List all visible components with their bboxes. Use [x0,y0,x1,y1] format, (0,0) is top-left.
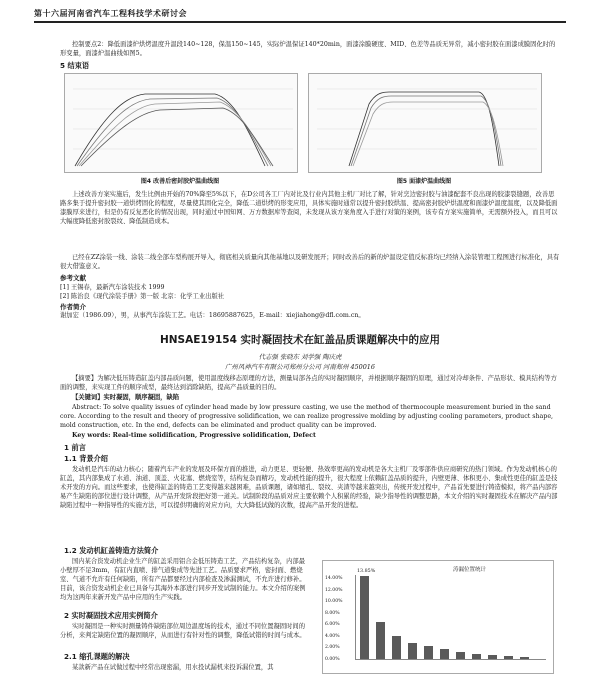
abstract-cn: 【摘要】为解决低压铸造缸盖内部品质问题，使用温度线移态原理的方法，测量局部各点的实时凝固顺序，并根据顺序凝固的原理，通过对冷却条件、产品形状、模具结构等方面的调整，来实现工件的顺序成型，最终达到消除缺陷，提高产品质量的目的。 [60,375,557,391]
chart-bar [424,646,433,659]
section-1-heading: 1 前言 [64,443,86,452]
chart-bar [392,636,401,659]
article-title: HNSAE19154 实时凝固技术在缸盖品质课题解决中的应用 [159,334,441,346]
leak-position-chart [322,560,554,674]
figure-5-plot [309,74,541,172]
section-1-1-heading: 1.1 背景介绍 [64,454,108,463]
chart-y-axis: 14.00% 12.00% 10.00% 8.00% 6.00% 4.00% 2.00% 0.00% [325,576,343,662]
abstract-en: Abstract: To solve quality issues of cylinder head made by low pressure casting, we use the method of thermocouple measurement buried in the sand core. According to the result and theory of progressive solidification, we can realize progressive molding by adjusting cooling parameters, product shape, mold construction, etc. In the end, defects can be eliminated and product quality can be improved. [60,404,554,429]
chart-bar [488,655,497,659]
chart-title: 涛漏位置统计 [453,567,487,573]
section-2-1-heading: 2.1 缩孔课题的解决 [64,652,130,661]
figure-4-caption: 图4 改善后密封胶炉温曲线图 [140,178,220,185]
author-intro-heading: 作者简介 [60,303,86,311]
chart-bar [504,656,513,659]
chart-bar [472,654,481,659]
chart-bar [520,657,529,659]
conclusion-paragraph-2: 已经在ZZ涂装一线、涂装二线全部车型构展开导入，彻底相关质量向其他基地以及研发展开；同时改善后的新的炉温设定值反标准均已经纳入涂装管理工程图进行标准化，具有很大借鉴意义。 [60,254,560,270]
author-intro-text: 谢加宏（1986.09），男，从事汽车涂装工艺。电话：18695887625，E-mail：xiejiahong@dfl.com.cn。 [60,312,365,319]
article-affiliation: 广州风神汽车有限公司郑州分公司 河南郑州 450016 [225,363,375,371]
chart-plot-area [355,575,546,660]
section-2-1-text: 某款新产品在试做过程中经常出现密漏，用水投试漏机来投诉漏位置，其 [72,664,274,671]
chart-bar [440,649,449,659]
reference-1: [1] 王锡春，最新汽车涂装技术 1999 [60,284,165,291]
section-1-1-text: 发动机是汽车的动力核心；随着汽车产业的发展及环保方面的推进，动力更足、更轻便、热效率更高的发动机是各大主机厂及零部件供应商研究的热门领域。作为发动机核心的缸盖，其内部集成了水道、油道、顶盖、火花塞、燃烧室等，结构复杂而精巧，发动机性能的提升，很大程度上依赖缸盖品质的提升，内壁更薄、体积更小、集成性更佳的缸盖是技术开发的方向。而这些要求，也使得缸盖的铸造工艺变得越来越困难，品质课题，诸如缩孔、裂纹、夹渣等越来越突出，传统开发过程中，产品首先要进行铸造模拟，将产品内部容易产生缺陷的部位进行设计调整，从产品开发阶段把好第一道关。试制阶段的品质对应主要依赖个人积累的经验，缺少指导性的调整思路，本文介绍的实时凝固技术在解决产品内部缺陷过程中一种指导性的实施方法，可以提供明确的对应方向，大大降低试做的次数，提高产品开发的进程。 [60,466,558,509]
figure-5-caption: 图5 面漆炉温曲线图 [396,178,452,185]
bar-label: 13.85% [357,569,376,574]
chart-bar [456,652,465,659]
references-heading: 参考文献 [60,274,86,282]
section-1-2-heading: 1.2 发动机缸盖铸造方法简介 [64,546,159,555]
chart-bar [408,643,417,659]
figure-5-topcoat-curve [308,73,542,173]
conclusion-paragraph-1: 上述改善方案实施后，发生比例由开始的70%降至5%以下，在D公司各工厂内对比及行业内其他主机厂对比了解，针对烹边密封胶与油漆配套不良出现的胶漆裂缝题，改善思路多集于提升密封胶一道烘烤固化的程度，尽量使其固化完全，降低二道烘烤的形变应用，具体实施时通常以提升密封胶烘温、提高密封胶炉烘温度和面漆炉温度温度，以及降低面漆膜厚来进行，但是仍有反复恶化的情况出现，同时通过中国知网、万方数据库等查阅，未发现从该方案角度入手进行对策的案例，该专有方案实施简单，无需额外投入，而且可以大幅度降低密封胶裂纹、降低制造成本。 [60,191,558,225]
chart-bar [376,622,385,659]
reference-2: [2] 陈治良《现代涂装手册》第一版 北京：化学工业出版社 [60,293,225,300]
section-2-text: 实时凝固是一种实时测量铸件缺陷部位周边温度场的技术，通过不同位置凝固时间的分析，来判定缺陷位置的凝固顺序，从而进行有针对性的调整，降低试错的时间与成本。 [60,623,306,639]
control-point-2: 控制要点2：降低面漆炉烘烤温度升温段140~128，保温150~145，实际炉温保证140*20min，面漆涂膜硬度、MID、色差等品质无异常，减小密封胶在面漆成膜固化时的形变量，面漆炉温曲线如图5。 [60,41,556,57]
section-1-2-text: 国内某合资发动机企业生产的缸盖采用铝合金低压铸造工艺，产品结构复杂，内部最小壁厚不足3mm，有缸内直喷、排气道集成等先进工艺。品质要求严格，密封面、燃烧室、气道不允许有任何缺陷，所有产品都要经过内部检查及渗漏测试，不允许进行修补。目前，该合资发动机企业已具备与其海外本部进行同步开发试制的能力。本文介绍的案例均为这两年来新开发产品中应用的生产实践。 [60,558,306,601]
running-header: 第十六届河南省汽车工程科技学术研讨会 [34,9,187,18]
chart-bar [360,576,369,659]
keywords-en: Key words: Real-time solidification, Progressive solidification, Defect [72,432,316,439]
section-2-heading: 2 实时凝固技术应用实例简介 [64,611,158,620]
figure-4-plot [65,74,297,172]
keywords-cn: 【关键词】实时凝固，顺序凝固，缺陷 [72,394,180,401]
article-authors: 代志强 张晓东 刘学强 陶庆虎 [258,353,342,361]
section-5-heading: 5 结束语 [60,61,90,70]
figure-4-furnace-curve [64,73,298,173]
header-rule [34,21,566,23]
